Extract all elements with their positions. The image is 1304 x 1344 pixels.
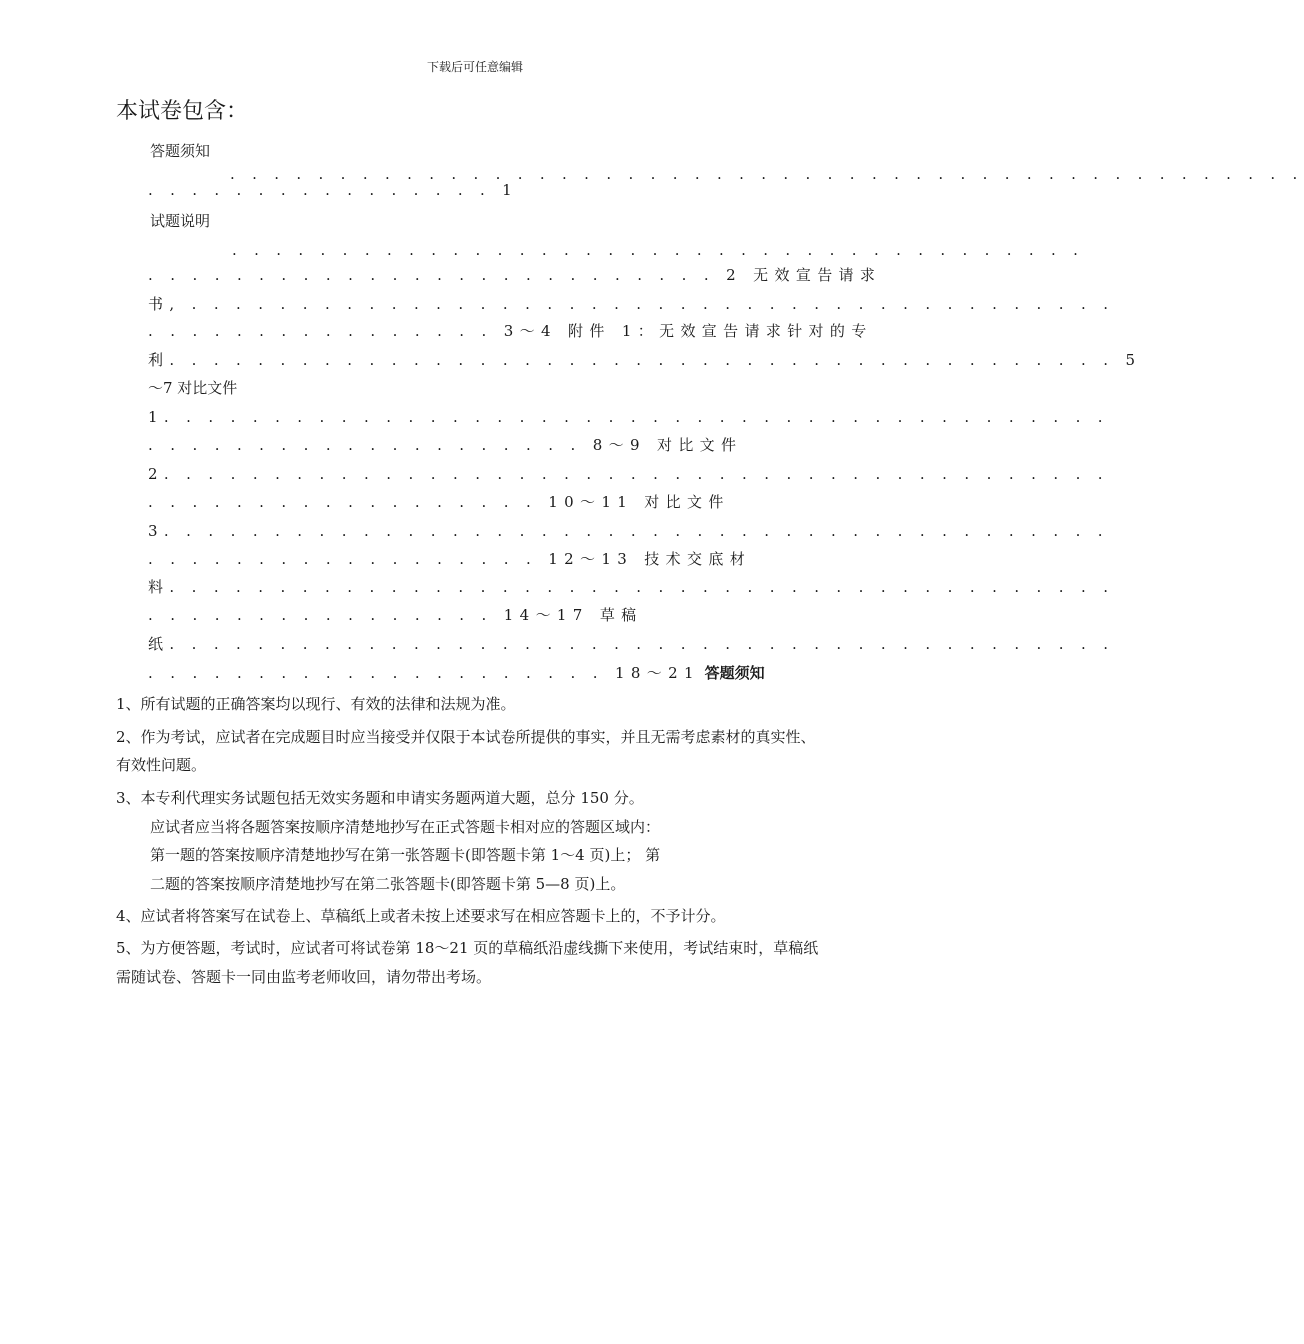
toc-line: . . . . . . . . . . . . . . . . 1 (148, 181, 519, 199)
instruction-item: 5、为方便答题，考试时，应试者可将试卷第 18～21 页的草稿纸沿虚线撕下来使用，考试结束时，草稿纸 (116, 939, 819, 957)
instruction-item: 2、作为考试，应试者在完成题目时应当接受并仅限于本试卷所提供的事实，并且无需考虑素材的真实性、 (116, 728, 816, 746)
toc-line: . . . . . . . . . . . . . . . . . . 10～11 对比文件 (148, 493, 730, 511)
toc-line: 纸. . . . . . . . . . . . . . . . . . . . . . . . . . . . . . . . . . . . . . . . . . . (148, 635, 1115, 653)
instruction-item-cont: 应试者应当将各题答案按顺序清楚地抄写在正式答题卡相对应的答题区域内： (150, 818, 661, 836)
toc-line: . . . . . . . . . . . . . . . . . . . . 8～9 对比文件 (148, 436, 743, 454)
toc-line: 试题说明 (150, 212, 211, 230)
toc-line: 2. . . . . . . . . . . . . . . . . . . . . . . . . . . . . . . . . . . . . . . . . . . (148, 465, 1109, 483)
toc-line: 答题须知 (150, 142, 211, 160)
instruction-item: 4、应试者将答案写在试卷上、草稿纸上或者未按上述要求写在相应答题卡上的，不予计分。 (116, 907, 726, 925)
instruction-item-cont: 有效性问题。 (116, 756, 207, 774)
instruction-item-cont: 第一题的答案按顺序清楚地抄写在第一张答题卡(即答题卡第 1～4 页)上； 第 (150, 846, 661, 864)
toc-line: ～7 对比文件 (148, 379, 238, 397)
toc-line: 1. . . . . . . . . . . . . . . . . . . . . . . . . . . . . . . . . . . . . . . . . . . (148, 408, 1109, 426)
toc-line: . . . . . . . . . . . . . . . . . . 12～13 技术交底材 (148, 550, 752, 568)
page-title: 本试卷包含： (116, 99, 249, 124)
toc-line: 3. . . . . . . . . . . . . . . . . . . . . . . . . . . . . . . . . . . . . . . . . . . (148, 522, 1109, 540)
toc-line: . . . . . . . . . . . . . . . . . . . . . . . . . . . . . . . . . . . . . . . (232, 241, 1085, 259)
section-heading: 答题须知 (704, 664, 765, 682)
toc-line-dots: . . . . . . . . . . . . . . . . . . . . . 18～21 (148, 664, 700, 682)
instruction-item-cont: 需随试卷、答题卡一同由监考老师收回，请勿带出考场。 (116, 968, 492, 986)
toc-line: . . . . . . . . . . . . . . . . . . . . . . . . . . . . . . . . . . . . . . . . . . . . . . . . . (230, 165, 1304, 183)
toc-line: 书, . . . . . . . . . . . . . . . . . . . . . . . . . . . . . . . . . . . . . . . . . . (148, 295, 1115, 313)
toc-line: . . . . . . . . . . . . . . . . 3～4 附件 1：无效宣告请求针对的专 (148, 322, 873, 340)
page-header: 下载后可任意编辑 (426, 60, 523, 74)
instruction-item: 3、本专利代理实务试题包括无效实务题和申请实务题两道大题，总分 150 分。 (116, 789, 644, 807)
instruction-item: 1、所有试题的正确答案均以现行、有效的法律和法规为准。 (116, 695, 516, 713)
toc-line: . . . . . . . . . . . . . . . . 14～17 草稿 (148, 606, 643, 624)
toc-line: 利. . . . . . . . . . . . . . . . . . . . . . . . . . . . . . . . . . . . . . . . . . . 5 (148, 351, 1142, 369)
toc-line (148, 663, 765, 683)
instruction-item-cont: 二题的答案按顺序清楚地抄写在第二张答题卡(即答题卡第 5—8 页)上。 (150, 875, 626, 893)
toc-line: 料. . . . . . . . . . . . . . . . . . . . . . . . . . . . . . . . . . . . . . . . . . . (148, 578, 1115, 596)
toc-line: . . . . . . . . . . . . . . . . . . . . . . . . . . 2 无效宣告请求 (148, 266, 882, 284)
